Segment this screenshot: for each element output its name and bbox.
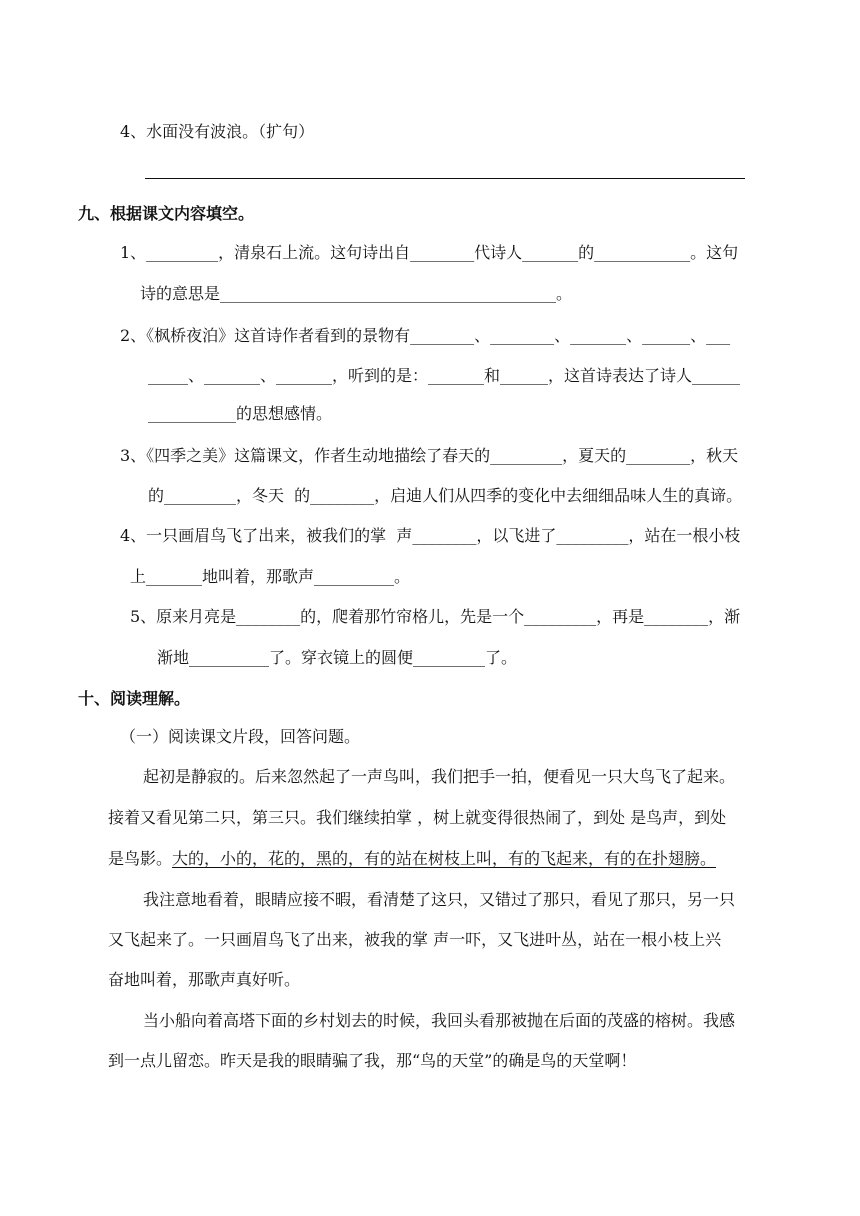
question-8-4: 4、水面没有波浪。（扩句）: [120, 122, 315, 141]
passage-p1-line3: [108, 849, 716, 869]
passage-p1-line1: 起初是静寂的。后来忽然起了一声鸟叫，我们把手一拍，便看见一只大鸟飞了起来。: [143, 767, 736, 786]
item-9-1-line1: 1、_________，清泉石上流。这句诗出自________代诗人_______的____________。这句: [120, 243, 739, 262]
passage-p3-line1: 当小船向着高塔下面的乡村划去的时候，我回头看那被抛在后面的茂盛的榕树。我感: [143, 1011, 736, 1030]
section-10-heading: 十、阅读理解。: [78, 689, 191, 708]
item-9-3-line1: 3、《四季之美》这篇课文，作者生动地描绘了春天的_________，夏天的________，秋天: [120, 446, 739, 465]
passage-p2-line1: 我注意地看着，眼睛应接不暇，看清楚了这只，又错过了那只，看见了那只，另一只: [143, 890, 736, 909]
item-9-2-line2: _____、_______、_______，听到的是：_______和______，这首诗表达了诗人______: [148, 366, 741, 385]
item-9-2-line3: ___________的思想感情。: [148, 404, 333, 423]
passage-p3-line2: 到一点儿留恋。昨天是我的眼睛骗了我，那“鸟的天堂”的确是鸟的天堂啊！: [108, 1051, 637, 1070]
item-9-4-line1: 4、一只画眉鸟飞了出来，被我们的掌 声________，以飞进了_________，站在一根小枝: [120, 526, 741, 545]
passage-p2-line2: 又飞起来了。一只画眉鸟飞了出来，被我的掌 声一吓，又飞进叶丛，站在一根小枝上兴: [108, 930, 722, 949]
section-9-heading: 九、根据课文内容填空。: [78, 204, 255, 223]
underlined-sentence: 大的，小的，花的，黑的，有的站在树枝上叫，有的飞起来，有的在扑翅膀。: [172, 849, 717, 868]
item-9-3-line2: 的_________，冬天 的________，启迪人们从四季的变化中去细细品味人生的真谛。: [148, 486, 743, 505]
answer-line-8-4: [145, 178, 745, 179]
passage-p1-line3-start: 是鸟影。: [108, 849, 173, 868]
item-9-5-line2: 渐地__________了。穿衣镜上的圆便_________了。: [157, 648, 518, 667]
passage-p1-line2: 接着又看见第二只，第三只。我们继续拍掌 ，树上就变得很热闹了，到处 是鸟声，到处: [108, 808, 727, 827]
item-9-4-line2: 上_______地叫着，那歌声__________。: [130, 567, 411, 586]
item-9-2-line1: 2、《枫桥夜泊》这首诗作者看到的景物有________、________、_______、______、___: [120, 326, 731, 345]
item-9-5-line1: 5、原来月亮是________的，爬着那竹帘格儿，先是一个_________，再是________，渐: [130, 607, 741, 626]
passage-p2-line3: 奋地叫着，那歌声真好听。: [108, 970, 301, 989]
item-9-1-line2: 诗的意思是__________________________________________。: [140, 284, 573, 303]
reading-intro: （一）阅读课文片段，回答问题。: [120, 727, 361, 746]
